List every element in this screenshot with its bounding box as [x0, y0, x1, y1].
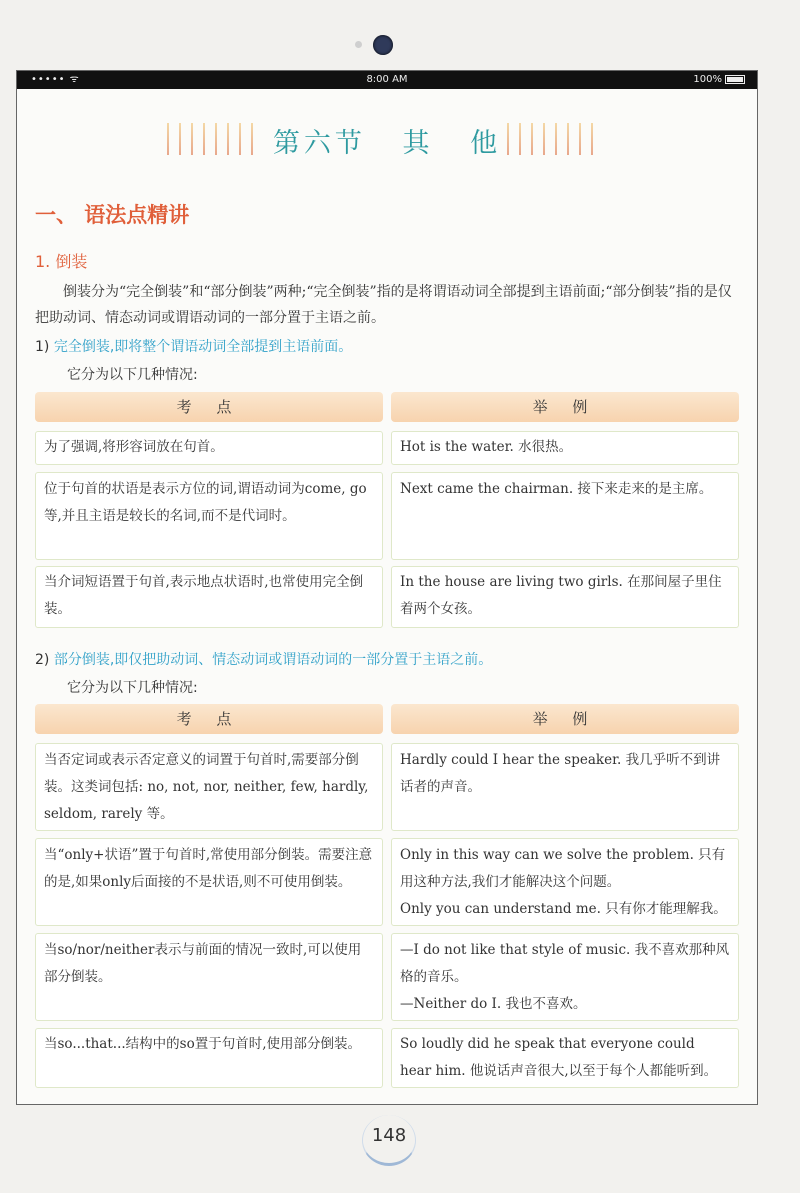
battery-indicator	[693, 71, 745, 89]
table1-row1-point: 为了强调,将形容词放在句首。	[35, 431, 383, 465]
part2-number: 2)	[35, 652, 50, 668]
section-title-banner	[17, 119, 757, 159]
signal-wifi-indicator: ••••• ᯤ	[31, 74, 80, 85]
table1-row3-point: 当介词短语置于句首,表示地点状语时,也常使用完全倒装。	[35, 566, 383, 628]
battery-percent: 100%	[693, 74, 722, 85]
table2-row2-point: 当“only+状语”置于句首时,常使用部分倒装。需要注意的是,如果only后面接的不是状语,则不可使用倒装。	[35, 838, 383, 926]
part2-title: 部分倒装,即仅把助动词、情态动词或谓语动词的一部分置于主语之前。	[53, 652, 493, 668]
status-time: 8:00 AM	[366, 74, 408, 85]
grammar-heading: 一、 语法点精讲	[35, 203, 190, 227]
section-title: 第六节 其 他	[272, 128, 502, 159]
tablet-screen	[16, 70, 758, 1105]
topic-heading: 1. 倒装	[35, 252, 88, 271]
table1-row1-example: Hot is the water. 水很热。	[391, 431, 739, 465]
battery-icon	[725, 75, 745, 84]
part1-title: 完全倒装,即将整个谓语动词全部提到主语前面。	[53, 339, 353, 355]
table2-row1-point: 当否定词或表示否定意义的词置于句首时,需要部分倒装。这类词包括: no, not, nor, neither, few, hardly, seldom, rarely 等。	[35, 743, 383, 831]
table2-row2-example: Only in this way can we solve the problem. 只有用这种方法,我们才能解决这个问题。 Only you can understand me. 只有你才能理解我。	[391, 838, 739, 926]
table2-row3-point: 当so/nor/neither表示与前面的情况一致时,可以使用部分倒装。	[35, 933, 383, 1021]
intro-paragraph: 倒装分为“完全倒装”和“部分倒装”两种;“完全倒装”指的是将谓语动词全部提到主语前面;“部分倒装”指的是仅把助动词、情态动词或谓语动词的一部分置于主语之前。	[35, 284, 732, 326]
decorative-bars-left	[167, 123, 263, 157]
status-bar	[17, 71, 757, 89]
part2-heading	[35, 649, 492, 669]
sensor-dot	[355, 41, 362, 48]
table1-header-example: 举 例	[391, 392, 739, 422]
table1-header-point: 考 点	[35, 392, 383, 422]
part1-number: 1)	[35, 339, 50, 355]
camera-lens	[373, 35, 393, 55]
table1-row2-point: 位于句首的状语是表示方位的词,谓语动词为come, go等,并且主语是较长的名词,而不是代词时。	[35, 472, 383, 560]
table2-header-example: 举 例	[391, 704, 739, 734]
page-number-badge	[360, 1115, 420, 1165]
part1-lead: 它分为以下几种情况:	[67, 367, 198, 383]
table2-header-point: 考 点	[35, 704, 383, 734]
table2-row3-example: —I do not like that style of music. 我不喜欢那种风格的音乐。 —Neither do I. 我也不喜欢。	[391, 933, 739, 1021]
table1-row2-example: Next came the chairman. 接下来走来的是主席。	[391, 472, 739, 560]
table2-row4-point: 当so...that...结构中的so置于句首时,使用部分倒装。	[35, 1028, 383, 1088]
table2-row1-example: Hardly could I hear the speaker. 我几乎听不到讲话者的声音。	[391, 743, 739, 831]
decorative-bars-right	[507, 123, 603, 157]
table2-row4-example: So loudly did he speak that everyone could hear him. 他说话声音很大,以至于每个人都能听到。	[391, 1028, 739, 1088]
part2-lead: 它分为以下几种情况:	[67, 680, 198, 696]
table1-row3-example: In the house are living two girls. 在那间屋子里住着两个女孩。	[391, 566, 739, 628]
page-number: 148	[371, 1125, 407, 1146]
part1-heading	[35, 336, 352, 356]
device-top-bezel	[0, 0, 800, 70]
